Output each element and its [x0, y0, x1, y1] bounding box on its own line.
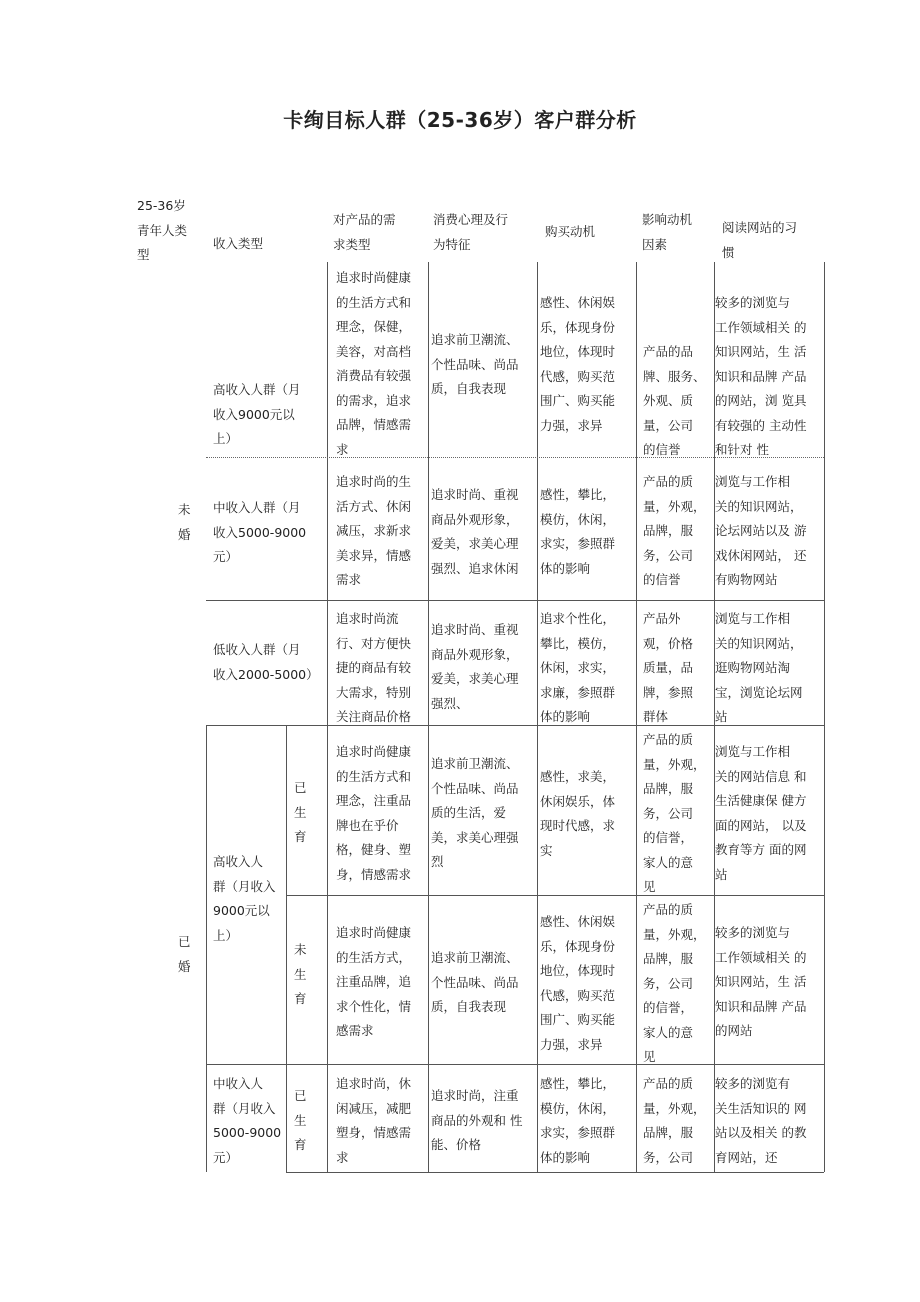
row3-demand: 追求时尚流 行、对方便快 捷的商品有较 大需求，特别 关注商品价格 [336, 611, 412, 724]
header-youth-type: 25-36岁 青年人类 型 [137, 198, 188, 262]
grid-line [714, 262, 715, 1172]
row1-reading: 较多的浏览与 工作领域相关 的 知识网站，生 活 知识和品牌 产品 的网站，浏 览具 有较强的 主动性 和针对 性 [715, 295, 807, 457]
row6-sub: 已 生 育 [294, 1088, 307, 1152]
row3-psychology: 追求时尚、重视 商品外观形象， 爱美，求美心理 强烈、 [431, 622, 519, 711]
header-factor: 影响动机 因素 [642, 212, 693, 252]
grid-line [428, 262, 429, 1172]
row6-motive: 感性，攀比， 模仿，休闲， 求实，参照群 体的影响 [540, 1076, 616, 1165]
row2-reading: 浏览与工作相 关的知识网站， 论坛网站以及 游 戏休闲网站， 还 有购物网站 [715, 474, 807, 587]
header-demand-type: 对产品的需 求类型 [333, 212, 396, 252]
group-unmarried: 未 婚 [178, 502, 191, 542]
row6-psychology: 追求时尚，注重 商品的外观和 性 能、价格 [431, 1088, 523, 1152]
row2-income: 中收入人群（月 收入5000-9000 元） [213, 500, 307, 564]
row3-motive: 追求个性化， 攀比，模仿， 休闲，求实， 求廉，参照群 体的影响 [540, 611, 616, 724]
grid-line [206, 725, 207, 1172]
row1-factor: 产品的品 牌、服务、 外观、质 量，公司 的信誉 [643, 344, 706, 457]
row6-demand: 追求时尚，休 闲减压，减肥 塑身，情感需 求 [336, 1076, 412, 1165]
row2-demand: 追求时尚的生 活方式、休闲 减压，求新求 美求异，情感 需求 [336, 474, 412, 587]
row5-reading: 较多的浏览与 工作领域相关 的 知识网站，生 活 知识和品牌 产品 的网站 [715, 925, 807, 1038]
row5-motive: 感性、休闲娱 乐，体现身份 地位，体现时 代感，购买范 围广、购买能 力强，求异 [540, 914, 616, 1052]
row1-income: 高收入人群（月 收入9000元以 上） [213, 382, 301, 446]
row5-factor: 产品的质 量，外观， 品牌，服 务，公司 的信誉， 家人的意 见 [643, 902, 706, 1064]
row4-motive: 感性，求美， 休闲娱乐，体 现时代感，求 实 [540, 769, 616, 858]
grid-line [537, 262, 538, 1172]
row5-demand: 追求时尚健康 的生活方式， 注重品牌，追 求个性化，情 感需求 [336, 925, 412, 1038]
row2-motive: 感性，攀比， 模仿，休闲， 求实，参照群 体的影响 [540, 487, 616, 576]
grid-line [286, 895, 824, 896]
header-motive: 购买动机 [545, 224, 596, 239]
row3-reading: 浏览与工作相 关的知识网站， 逛购物网站淘 宝，浏览论坛网 站 [715, 611, 803, 724]
grid-line [824, 262, 825, 1172]
row1-motive: 感性、休闲娱 乐，体现身份 地位，体现时 代感，购买范 围广、购买能 力强，求异 [540, 295, 616, 433]
grid-line [206, 1064, 824, 1065]
row6-income: 中收入人 群（月收入 5000-9000 元） [213, 1076, 282, 1165]
grid-line [206, 725, 824, 726]
row5-psychology: 追求前卫潮流、 个性品味、尚品 质，自我表现 [431, 950, 519, 1014]
header-income-type: 收入类型 [213, 236, 264, 251]
row1-psychology: 追求前卫潮流、 个性品味、尚品 质，自我表现 [431, 332, 519, 396]
grid-line [286, 1172, 824, 1173]
header-reading-habit: 阅读网站的习 惯 [722, 220, 798, 260]
grid-line [327, 262, 328, 1172]
grid-line [286, 725, 287, 1172]
row2-factor: 产品的质 量，外观， 品牌，服 务，公司 的信誉 [643, 474, 706, 587]
row4-income: 高收入人 群（月收入 9000元以 上） [213, 854, 276, 943]
row4-demand: 追求时尚健康 的生活方式和 理念，注重品 牌也在乎价 格，健身、塑 身，情感需求 [336, 744, 412, 882]
row4-psychology: 追求前卫潮流、 个性品味、尚品 质的生活，爱 美，求美心理强 烈 [431, 756, 519, 869]
row6-reading: 较多的浏览有 关生活知识的 网 站以及相关 的教 育网站，还 [715, 1076, 807, 1165]
row1-demand: 追求时尚健康 的生活方式和 理念，保健， 美容，对高档 消费品有较强 的需求，追求 品牌，情感需 求 [336, 270, 412, 457]
row4-factor: 产品的质 量，外观， 品牌，服 务，公司 的信誉， 家人的意 见 [643, 732, 706, 894]
header-psychology: 消费心理及行 为特征 [433, 212, 509, 252]
row4-reading: 浏览与工作相 关的网站信息 和 生活健康保 健方 面的网站， 以及 教育等方 面的网 站 [715, 744, 807, 882]
row3-factor: 产品外 观，价格 质量，品 牌，参照 群体 [643, 611, 694, 724]
page-title: 卡绚目标人群（25-36岁）客户群分析 [283, 108, 637, 132]
row4-sub: 已 生 育 [294, 780, 307, 844]
group-married: 已 婚 [178, 934, 191, 974]
row3-income: 低收入人群（月 收入2000-5000） [213, 642, 319, 682]
row6-factor: 产品的质 量，外观， 品牌，服 务，公司 [643, 1076, 706, 1165]
grid-line [206, 457, 824, 458]
grid-line [636, 262, 637, 1172]
grid-line [206, 600, 824, 601]
row2-psychology: 追求时尚、重视 商品外观形象， 爱美，求美心理 强烈、追求休闲 [431, 487, 519, 576]
row5-sub: 未 生 育 [294, 942, 307, 1006]
